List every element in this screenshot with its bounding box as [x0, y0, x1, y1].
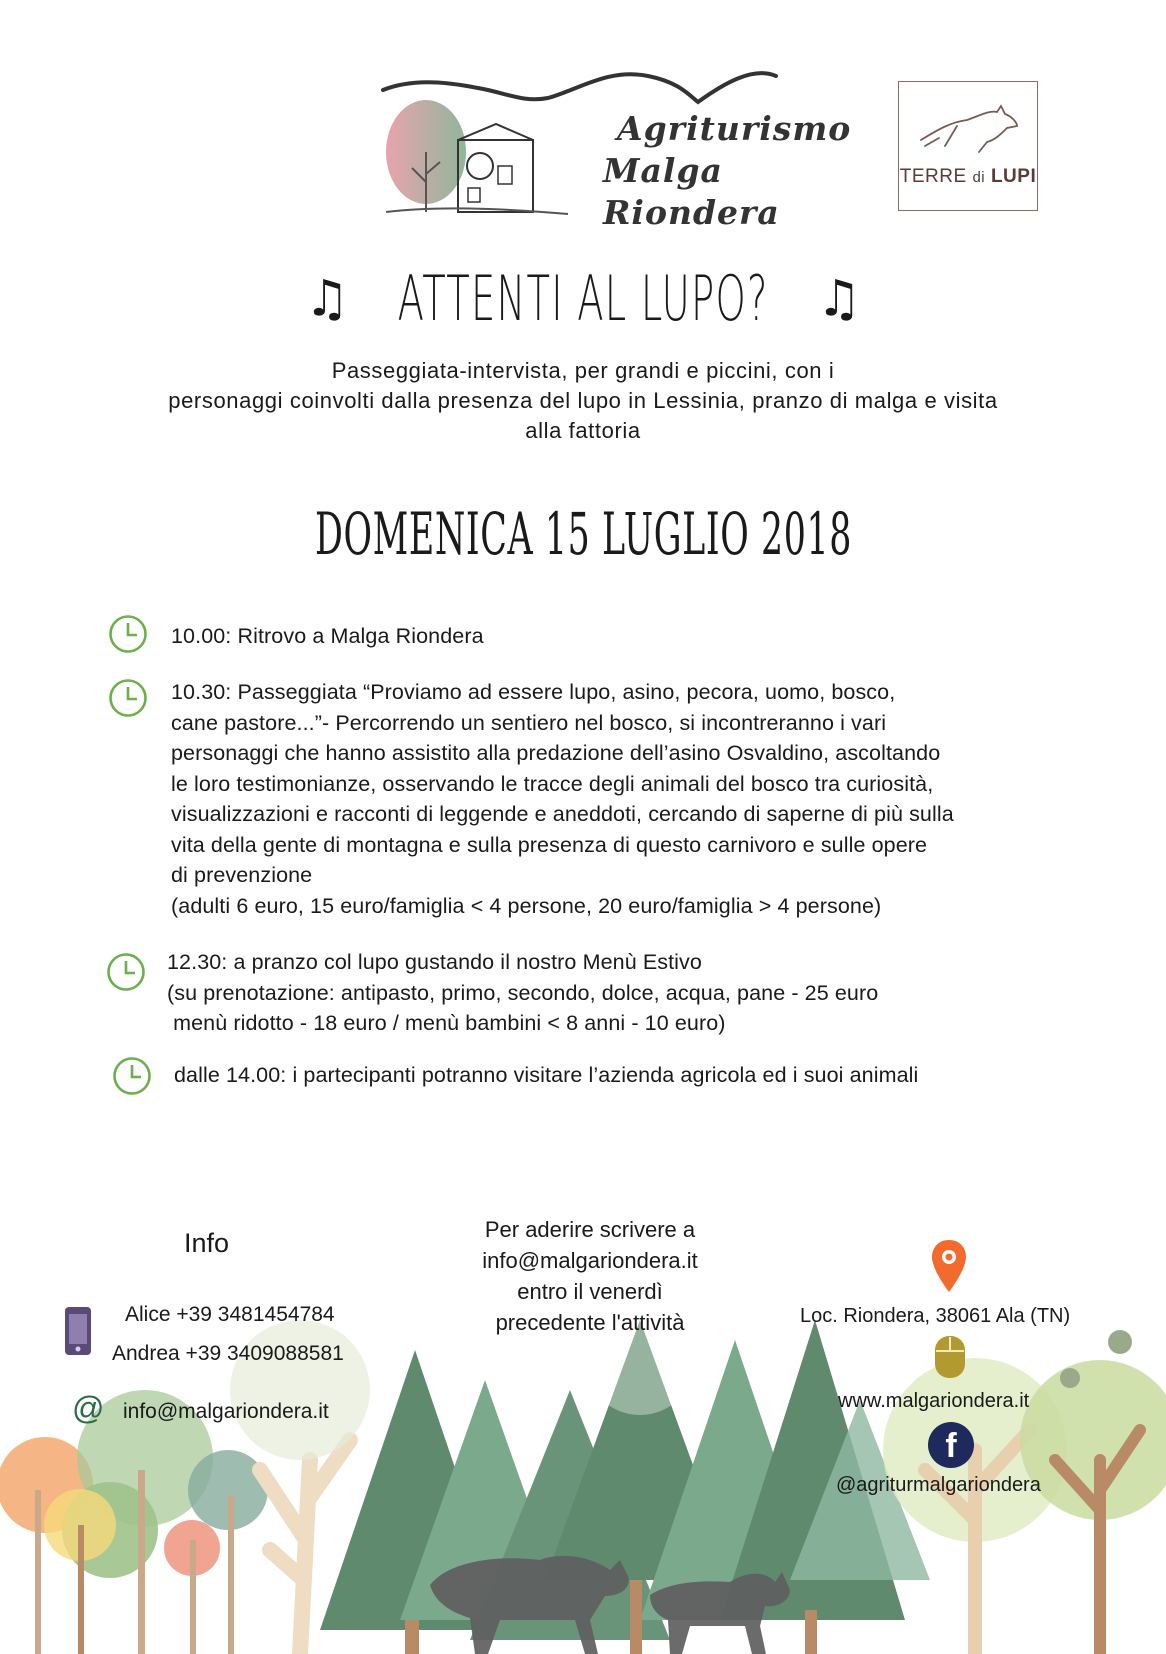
facebook-handle[interactable]: @agriturmalgariondera	[836, 1474, 1041, 1496]
terre-di-lupi-text: TERRE di LUPI	[899, 166, 1037, 187]
clock-icon	[108, 678, 148, 723]
clock-icon	[106, 952, 146, 997]
brand-name	[603, 108, 851, 234]
info-heading: Info	[184, 1228, 230, 1258]
contact-andrea[interactable]: Andrea +39 3409088581	[112, 1342, 344, 1365]
computer-mouse-icon	[934, 1335, 966, 1384]
event-date: DOMENICA 15 LUGLIO 2018	[314, 500, 852, 568]
contact-alice[interactable]: Alice +39 3481454784	[125, 1303, 335, 1326]
signup-email-link[interactable]: info@malgariondera.it	[482, 1248, 698, 1273]
terre-di-lupi-logo	[898, 81, 1038, 211]
at-icon: @	[72, 1390, 105, 1426]
brand-line-2: Malga Riondera	[603, 151, 780, 232]
schedule-item: 10.00: Ritrovo a Malga Riondera	[171, 624, 484, 648]
wolf-logo-icon	[917, 102, 1021, 157]
music-note-icon: ♫	[816, 269, 862, 328]
schedule-item: 12.30: a pranzo col lupo gustando il nostro Menù Estivo (su prenotazione: antipasto, primo, secondo, dolce, acqua, pane - 25 euro menù ridotto - 18 euro / menù bambini < 8 anni - 10 euro)	[167, 950, 879, 1035]
schedule-item: dalle 14.00: i partecipanti potranno visitare l’azienda agricola ed i suoi animali	[174, 1063, 919, 1087]
agriturismo-logo	[378, 62, 852, 232]
map-pin-icon	[930, 1238, 968, 1299]
website-link[interactable]: www.malgariondera.it	[838, 1390, 1030, 1412]
clock-icon	[108, 614, 148, 659]
address: Loc. Riondera, 38061 Ala (TN)	[800, 1305, 1071, 1327]
clock-icon	[112, 1056, 152, 1101]
title-text: ATTENTI AL LUPO?	[397, 262, 769, 335]
music-note-icon: ♫	[304, 269, 350, 328]
brand-line-1: Agriturismo	[617, 109, 852, 148]
page-title	[0, 262, 1166, 335]
description-line: alla fattoria	[525, 418, 641, 443]
schedule-item: 10.30: Passeggiata “Proviamo ad essere lupo, asino, pecora, uomo, bosco, cane pastore...”- Percorrendo un sentiero nel bosco, si incontreranno i vari personaggi che hanno assistito alla predazione dell’asino Osvaldino, ascoltando le loro testimonianze, osservando le tracce degli animali del bosco tra curiosità, visualizzazioni e racconti di leggende e aneddoti, cercando di saperne di più sulla vita della gente di montagna e sulla presenza di questo carnivoro e sulle opere di prevenzione (adulti 6 euro, 15 euro/famiglia < 4 persone, 20 euro/famiglia > 4 persone)	[171, 680, 954, 918]
email-link[interactable]: info@malgariondera.it	[123, 1400, 329, 1423]
description-line: Passeggiata-intervista, per grandi e piccini, con i	[331, 358, 835, 383]
facebook-icon[interactable]: f	[928, 1422, 974, 1468]
signup-instructions: Per aderire scrivere a info@malgariondera.it entro il venerdì precedente l'attività	[400, 1214, 780, 1338]
phone-icon	[64, 1306, 92, 1361]
description-line: personaggi coinvolti dalla presenza del lupo in Lessinia, pranzo di malga e visita	[168, 388, 998, 413]
event-description	[110, 356, 1056, 446]
